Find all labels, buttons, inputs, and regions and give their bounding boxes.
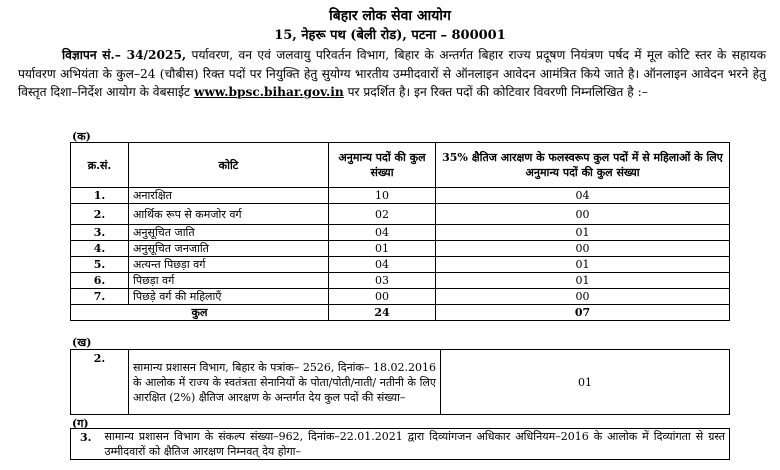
freedom-fighter-table xyxy=(70,349,730,415)
row-description: सामान्य प्रशासन विभाग, बिहार के पत्रांक– 2526, दिनांक– 18.02.2016 के आलोक में राज्य के स्वतंत्रता सेनानियों के पोता/पोती/नाती/ नतीनी के लिए आरक्षित (2%) क्षैतिज आरक्षण के अन्तर्गत देय कुल पदों की संख्या– xyxy=(129,350,441,415)
row-category: अनुसूचित जाति xyxy=(129,225,329,241)
intro-suffix: पर प्रदर्शित है। इन रिक्त पदों की कोटिवार विवरणी निम्नलिखित है :– xyxy=(343,85,648,99)
row-women: 04 xyxy=(436,188,730,204)
advertisement-number: विज्ञापन सं.– 34/2025, xyxy=(62,48,187,62)
org-address: 15, नेहरू पथ (बेली रोड), पटना – 800001 xyxy=(274,28,506,43)
disability-table xyxy=(70,428,730,460)
row-serial: 2. xyxy=(71,350,129,415)
intro-text: पर्यावरण, वन एवं जलवायु परिवर्तन विभाग, बिहार के अन्तर्गत बिहार राज्य प्रदूषण नियंत्रण पर्षद में मूल कोटि स्तर के सहायक पर्यावरण अभियंता के कुल–24 (चौबीस) रिक्त पदों पर नियुक्ति हेतु सुयोग्य भारतीय उम्मीदवारों से ऑनलाइन आवेदन आमंत्रित किये जाते है। ऑनलाइन आवेदन भरने हेतु विस्तृत दिशा–निर्देश आयोग के वेबसाईट xyxy=(18,48,766,99)
col-category: कोटि xyxy=(129,143,329,188)
row-women: 01 xyxy=(436,225,730,241)
row-serial: 2. xyxy=(71,204,129,225)
row-serial: 5. xyxy=(71,257,129,273)
row-category: अनारक्षित xyxy=(129,188,329,204)
row-category: अत्यन्त पिछड़ा वर्ग xyxy=(129,257,329,273)
table-row xyxy=(71,204,730,225)
row-women: 00 xyxy=(436,241,730,257)
website-link[interactable]: www.bpsc.bihar.gov.in xyxy=(193,85,344,99)
total-count: 24 xyxy=(329,305,436,321)
row-total: 10 xyxy=(329,188,436,204)
row-value: 01 xyxy=(441,350,730,415)
row-serial: 6. xyxy=(71,273,129,289)
row-total: 03 xyxy=(329,273,436,289)
table-header-row xyxy=(71,143,730,188)
col-serial: क्र.सं. xyxy=(71,143,129,188)
table-row xyxy=(71,188,730,204)
category-table xyxy=(70,142,730,321)
section-ka-label: (क) xyxy=(72,130,91,143)
section-kha-label: (ख) xyxy=(72,336,92,349)
row-total: 04 xyxy=(329,257,436,273)
section-ga-label: (ग) xyxy=(72,417,89,430)
table-row xyxy=(71,289,730,305)
table-row xyxy=(71,225,730,241)
row-total: 01 xyxy=(329,241,436,257)
total-label: कुल xyxy=(71,305,329,321)
row-serial: 7. xyxy=(71,289,129,305)
table-row xyxy=(71,241,730,257)
row-serial: 3. xyxy=(71,225,129,241)
total-women: 07 xyxy=(436,305,730,321)
table-row xyxy=(71,350,730,415)
col-women: 35% क्षैतिज आरक्षण के फलस्वरूप कुल पदों में से महिलाओं के लिए अनुमान्य पदों की कुल संख्या xyxy=(436,143,730,188)
row-total: 02 xyxy=(329,204,436,225)
row-category: आर्थिक रूप से कमजोर वर्ग xyxy=(129,204,329,225)
table-row xyxy=(71,429,730,460)
row-serial: 4. xyxy=(71,241,129,257)
row-women: 00 xyxy=(436,204,730,225)
row-category: पिछड़े वर्ग की महिलाएँ xyxy=(129,289,329,305)
org-title: बिहार लोक सेवा आयोग xyxy=(329,8,451,24)
col-total: अनुमान्य पदों की कुल संख्या xyxy=(329,143,436,188)
row-total: 04 xyxy=(329,225,436,241)
table-row xyxy=(71,273,730,289)
row-category: पिछड़ा वर्ग xyxy=(129,273,329,289)
row-women: 00 xyxy=(436,289,730,305)
row-women: 01 xyxy=(436,257,730,273)
table-row xyxy=(71,257,730,273)
row-total: 00 xyxy=(329,289,436,305)
row-description: सामान्य प्रशासन विभाग के संकल्प संख्या–962, दिनांक–22.01.2021 द्वारा दिव्यांगजन अधिकार अधिनियम–2016 के आलोक में दिव्यांगता से ग्रस्त उम्मीदवारों को क्षैतिज आरक्षण निम्नवत् देय होगा– xyxy=(101,429,730,460)
table-total-row xyxy=(71,305,730,321)
row-serial: 1. xyxy=(71,188,129,204)
row-serial: 3. xyxy=(71,429,101,460)
row-category: अनुसूचित जनजाति xyxy=(129,241,329,257)
intro-paragraph xyxy=(18,46,766,102)
row-women: 01 xyxy=(436,273,730,289)
